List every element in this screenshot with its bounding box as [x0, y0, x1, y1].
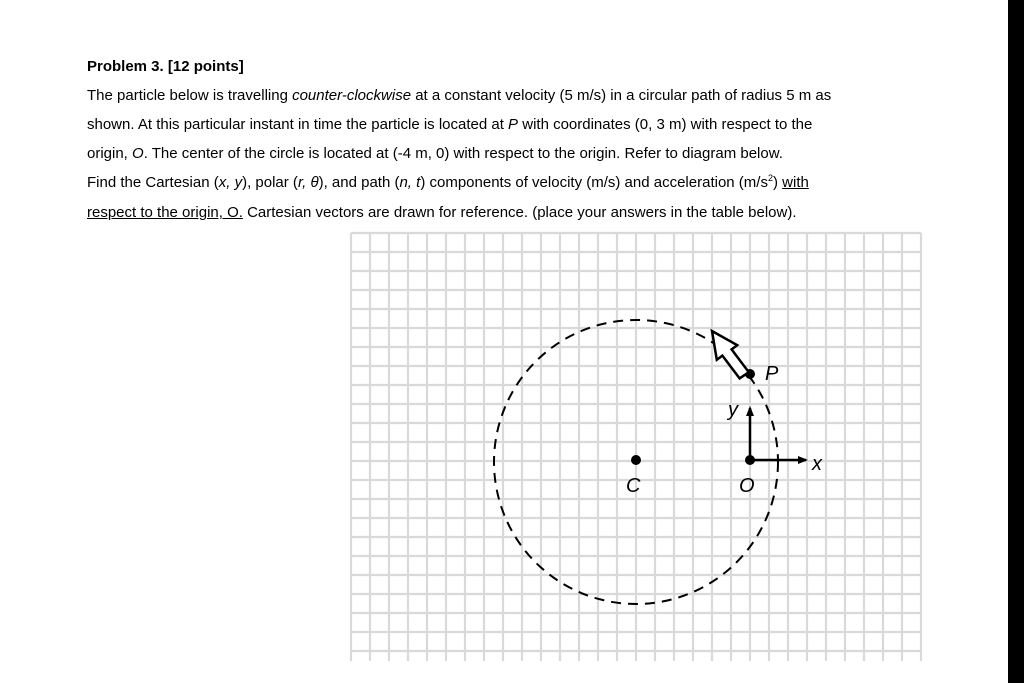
symbol-nt: n, t [399, 174, 421, 191]
symbol-o: O [132, 145, 144, 162]
underlined-with: with [782, 174, 809, 191]
symbol-r-theta: r, θ [297, 174, 319, 191]
text-segment: ), and path ( [318, 174, 400, 191]
text-segment: Find the Cartesian ( [87, 174, 219, 191]
center-point-c [631, 455, 641, 465]
text-segment: Cartesian vectors are drawn for reference. (place your answers in the table below). [242, 204, 797, 221]
text-segment: ) [772, 174, 783, 191]
text-segment: ), polar ( [242, 174, 298, 191]
label-c: C [626, 475, 641, 497]
label-x: x [812, 453, 822, 475]
label-o: O [739, 475, 755, 497]
text-segment: origin, [87, 145, 133, 162]
text-segment: The particle below is travelling [87, 87, 293, 104]
superscript-2: 2 [767, 173, 773, 183]
grid-background [351, 233, 921, 661]
symbol-p: P [508, 116, 519, 133]
text-segment: ) components of velocity (m/s) and acceleration (m/s [420, 174, 768, 191]
symbol-xy: x, y [218, 174, 243, 191]
emphasis-counter-clockwise: counter-clockwise [292, 87, 412, 104]
text-segment: at a constant velocity (5 m/s) in a circular path of radius 5 m as [411, 87, 832, 104]
text-segment: shown. At this particular instant in time the particle is located at [87, 116, 509, 133]
label-y: y [728, 399, 738, 421]
text-segment: with coordinates (0, 3 m) with respect to the [518, 116, 813, 133]
label-p: P [765, 363, 779, 385]
underlined-respect-to-origin: respect to the origin, O. [87, 204, 243, 221]
problem-title: Problem 3. [12 points] [87, 58, 244, 75]
text-segment: . The center of the circle is located at (-4 m, 0) with respect to the origin. Refer to diagram below. [143, 145, 783, 162]
